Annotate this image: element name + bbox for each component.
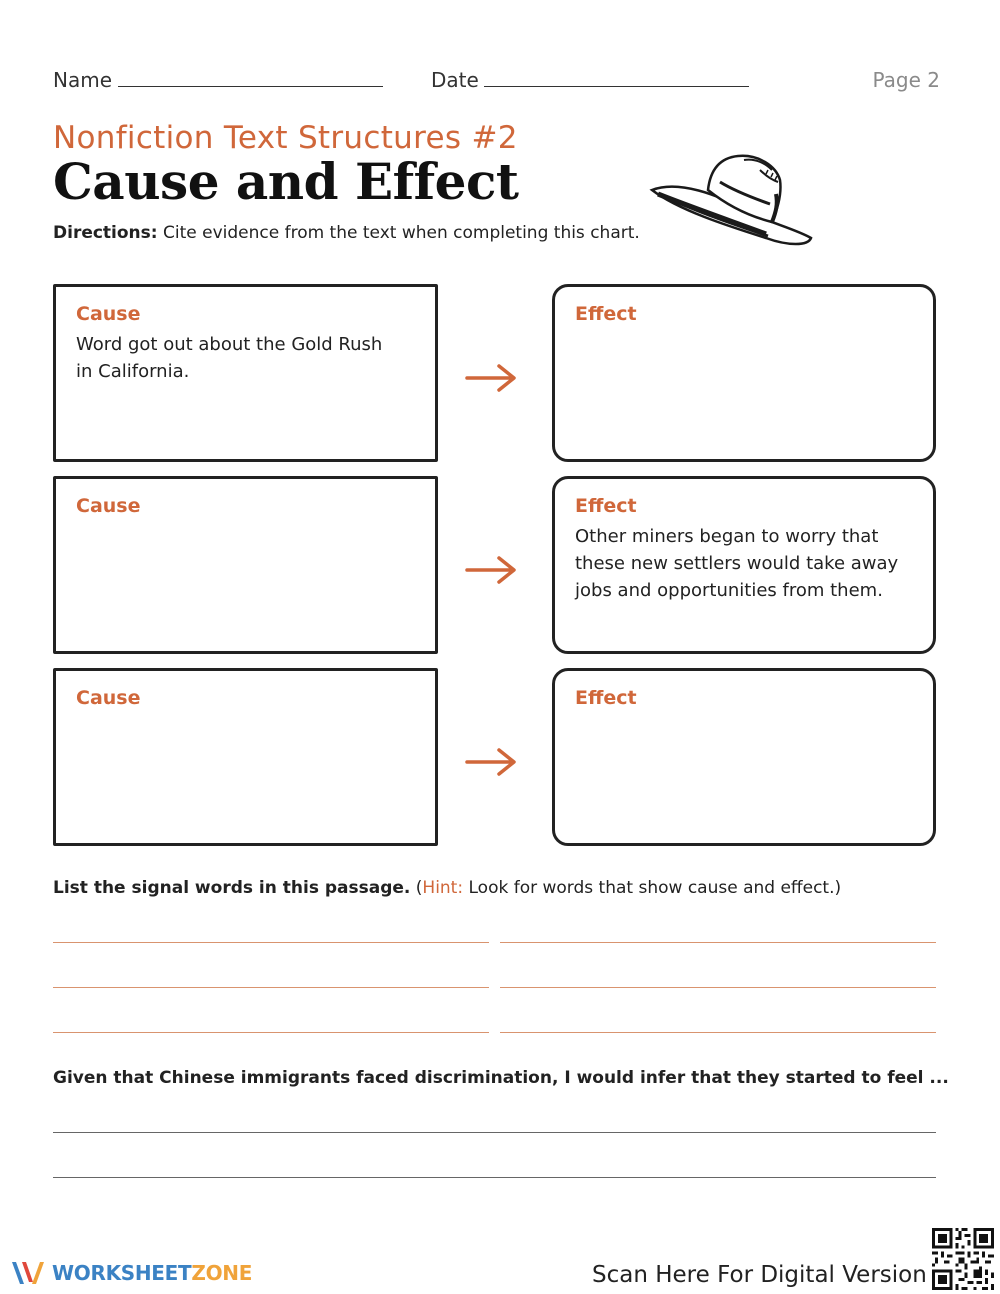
signal-words-question bbox=[53, 878, 841, 898]
directions-text: Cite evidence from the text when completing this chart. bbox=[157, 223, 640, 243]
inference-answer-line[interactable] bbox=[53, 1177, 936, 1178]
effect-heading: Effect bbox=[575, 495, 637, 517]
date-label: Date bbox=[431, 68, 479, 92]
cause-box-2[interactable] bbox=[53, 476, 438, 654]
cause-box-1[interactable] bbox=[53, 284, 438, 462]
signal-words-prompt: List the signal words in this passage. bbox=[53, 878, 411, 898]
brand-name-part1: WORKSHEET bbox=[52, 1261, 192, 1285]
directions bbox=[53, 223, 640, 243]
signal-word-line[interactable] bbox=[53, 1032, 489, 1033]
effect-text: Other miners began to worry that these new settlers would take away jobs and opportunities from them. bbox=[575, 526, 899, 601]
signal-word-line[interactable] bbox=[500, 987, 936, 988]
effect-heading: Effect bbox=[575, 687, 637, 709]
inference-answer-line[interactable] bbox=[53, 1132, 936, 1133]
effect-heading: Effect bbox=[575, 303, 637, 325]
effect-box-2[interactable] bbox=[552, 476, 936, 654]
arrow-right-icon bbox=[465, 555, 519, 585]
worksheetzone-logo[interactable] bbox=[10, 1258, 252, 1288]
scan-caption: Scan Here For Digital Version bbox=[592, 1262, 927, 1288]
cause-heading: Cause bbox=[76, 303, 141, 325]
name-label: Name bbox=[53, 68, 113, 92]
effect-box-3[interactable] bbox=[552, 668, 936, 846]
directions-label: Directions: bbox=[53, 223, 158, 243]
cause-text: Word got out about the Gold Rush in California. bbox=[76, 334, 383, 382]
signal-word-line[interactable] bbox=[500, 942, 936, 943]
signal-word-line[interactable] bbox=[53, 942, 489, 943]
signal-word-line[interactable] bbox=[53, 987, 489, 988]
date-field[interactable] bbox=[484, 86, 749, 87]
hint-open-paren: ( bbox=[410, 878, 423, 898]
worksheetzone-logo-icon bbox=[10, 1258, 46, 1288]
cause-heading: Cause bbox=[76, 687, 141, 709]
name-field[interactable] bbox=[118, 86, 383, 87]
page-number: Page 2 bbox=[872, 68, 940, 92]
cause-heading: Cause bbox=[76, 495, 141, 517]
arrow-right-icon bbox=[465, 363, 519, 393]
qr-code[interactable] bbox=[932, 1228, 994, 1290]
cause-box-3[interactable] bbox=[53, 668, 438, 846]
signal-word-line[interactable] bbox=[500, 1032, 936, 1033]
brand-name-part2: ZONE bbox=[191, 1261, 253, 1285]
hat-illustration bbox=[648, 150, 816, 250]
hint-text: Look for words that show cause and effect.) bbox=[463, 878, 842, 898]
worksheet-title: Cause and Effect bbox=[53, 152, 519, 211]
inference-question: Given that Chinese immigrants faced discrimination, I would infer that they started to feel ... bbox=[53, 1068, 949, 1088]
worksheet-subtitle: Nonfiction Text Structures #2 bbox=[53, 120, 518, 156]
effect-box-1[interactable] bbox=[552, 284, 936, 462]
arrow-right-icon bbox=[465, 747, 519, 777]
hint-label: Hint: bbox=[422, 878, 464, 898]
